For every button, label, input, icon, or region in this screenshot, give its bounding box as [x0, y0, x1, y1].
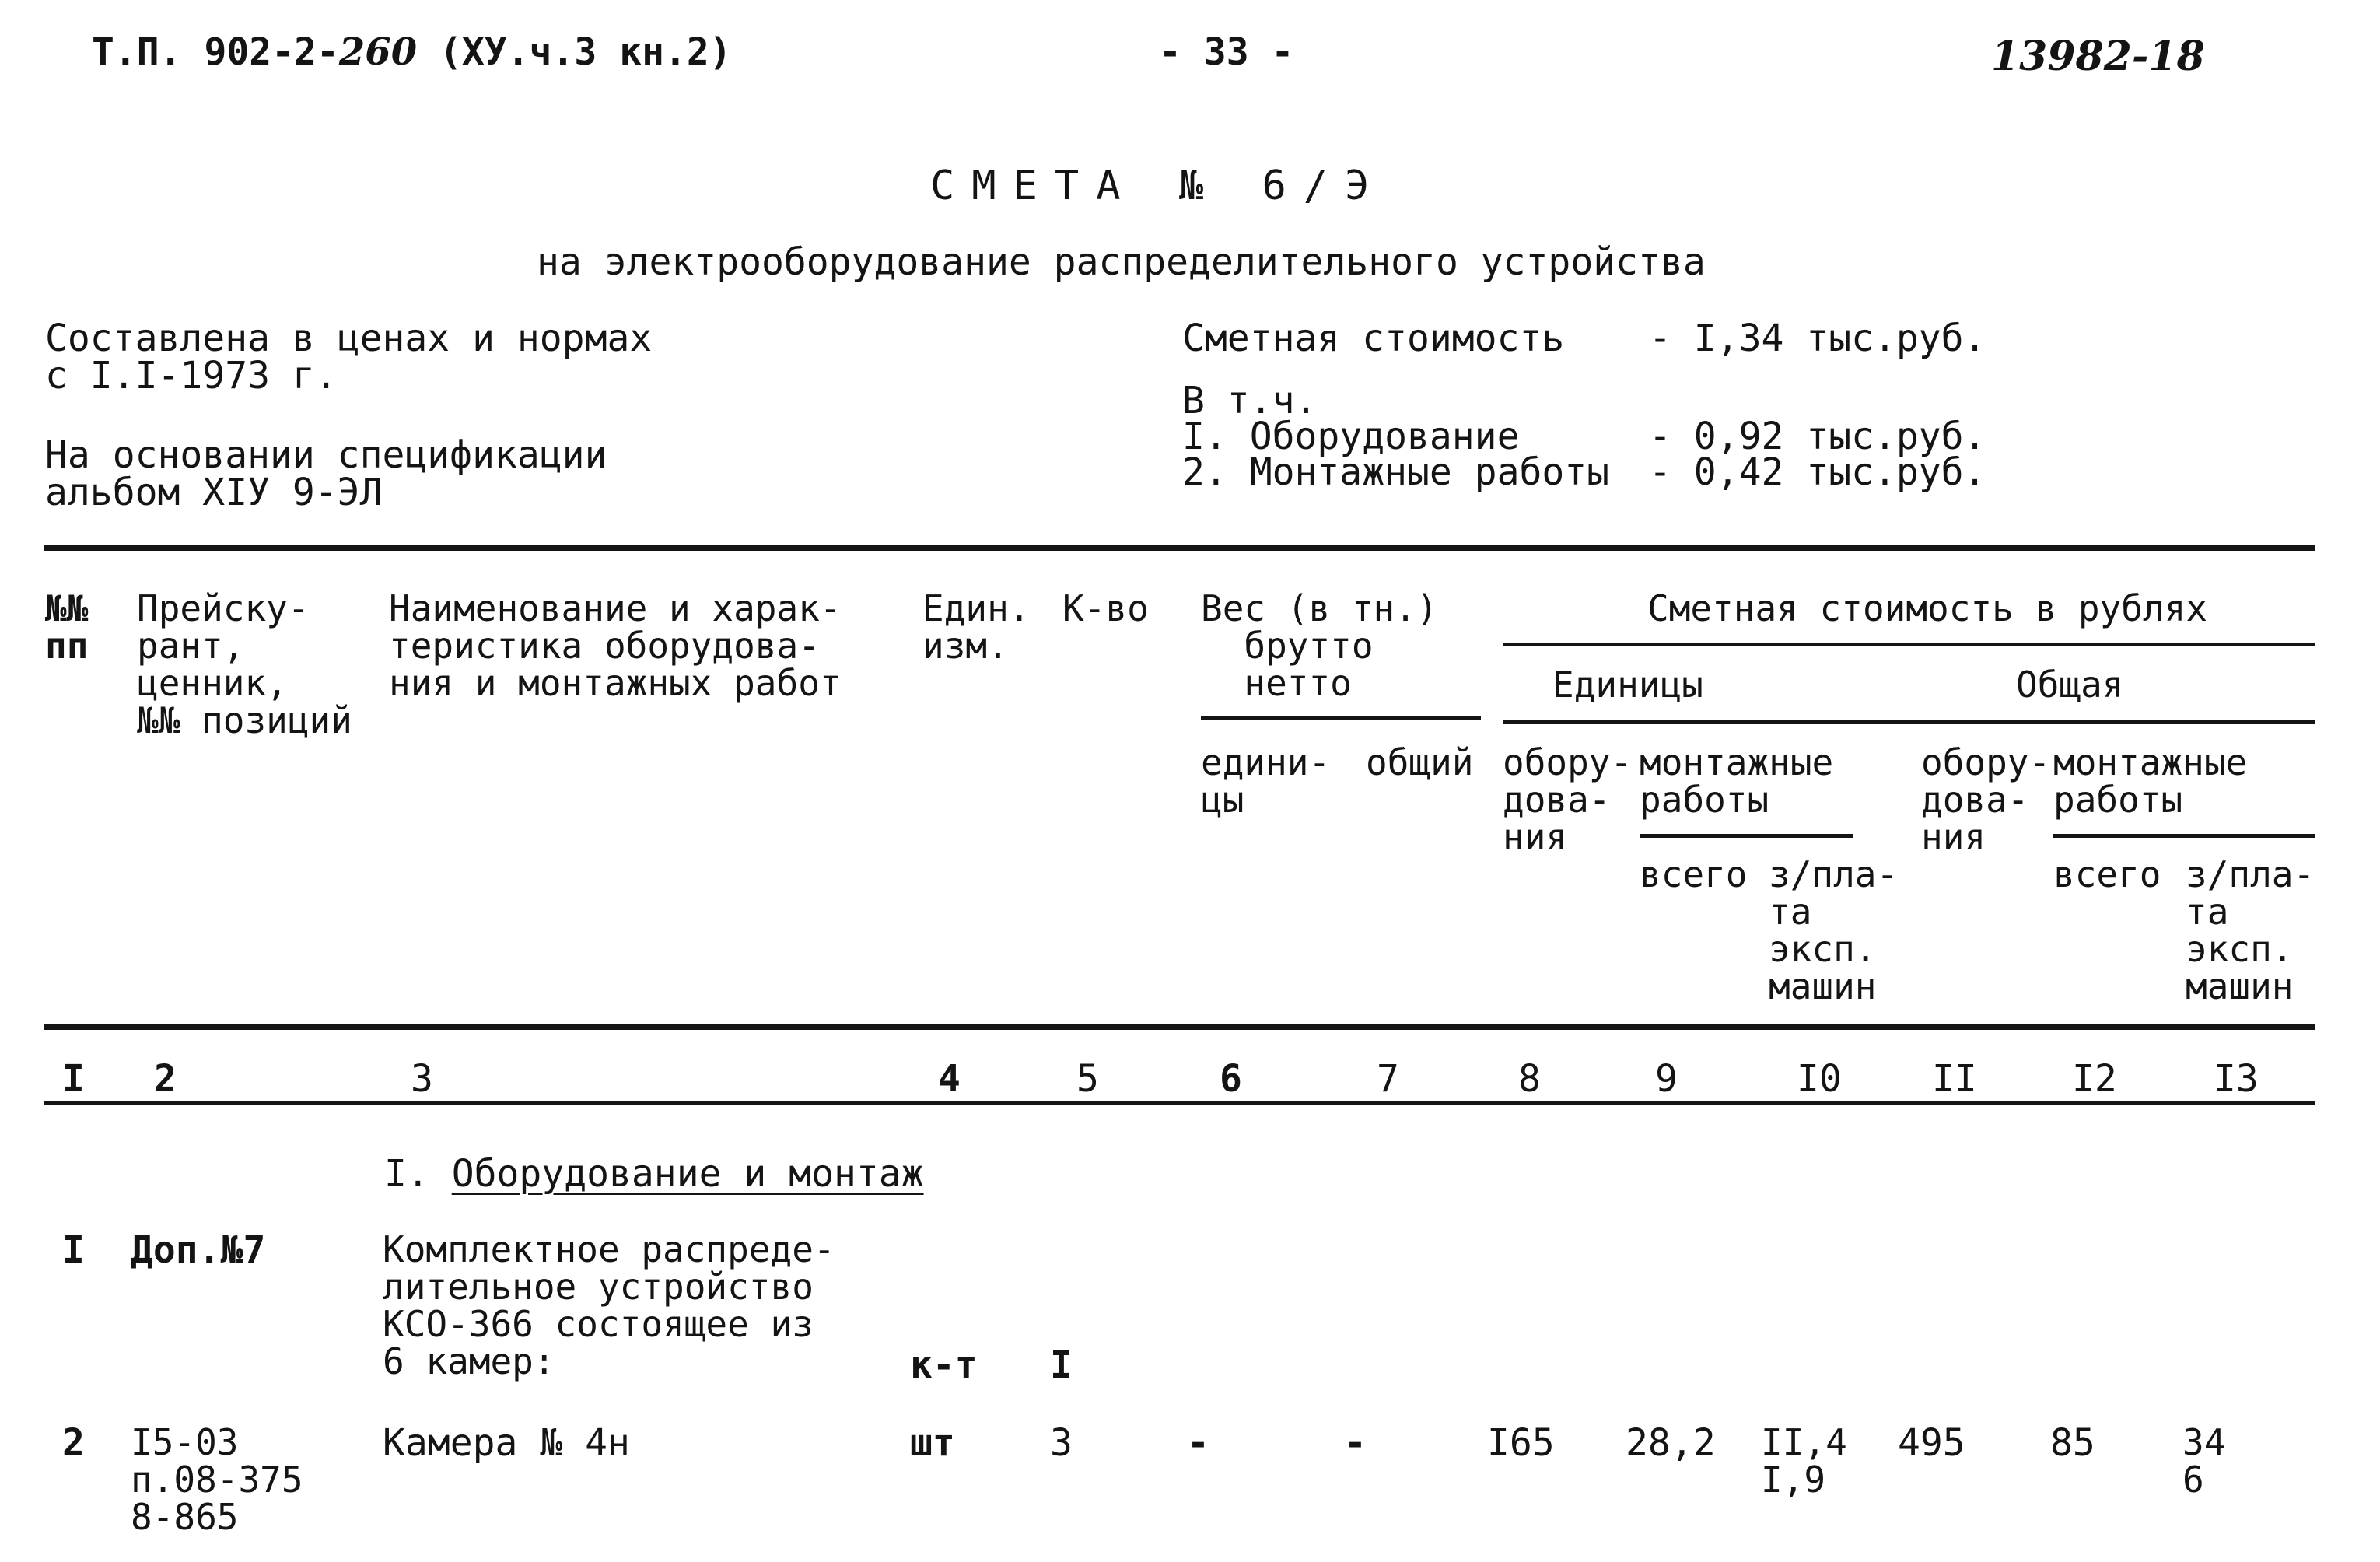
- including-label: В т.ч.: [1182, 379, 1318, 422]
- info-basis-line2: альбом XIУ 9-ЭЛ: [45, 471, 383, 514]
- col-header-number: №№ пп: [45, 587, 89, 667]
- colnum-13: I3: [2214, 1057, 2259, 1101]
- colnum-2: 2: [154, 1057, 177, 1101]
- row2-number: 2: [62, 1421, 85, 1465]
- row1-number: I: [62, 1228, 85, 1272]
- col-header-weight-unit: едини- цы: [1201, 741, 1331, 821]
- row2-mounting-total: 85: [2050, 1421, 2095, 1465]
- col-header-unit-group: Единицы: [1552, 664, 1703, 706]
- mounting-rule: [1640, 834, 1853, 838]
- group-rule: [1503, 720, 2315, 724]
- col-header-name: Наименование и харак- теристика оборудова- ния и монтажных работ: [389, 587, 842, 704]
- page-number: - 33 -: [1159, 30, 1294, 74]
- total-cost-label: Сметная стоимость: [1182, 317, 1565, 360]
- colnum-10: I0: [1797, 1057, 1842, 1101]
- row2-qty: 3: [1050, 1421, 1073, 1465]
- cost-rule: [1503, 643, 2315, 646]
- col-header-mounting-total: монтажные работы: [2053, 741, 2248, 821]
- colnum-1: I: [62, 1057, 85, 1101]
- archive-number: 13982-18: [1991, 33, 2205, 80]
- mounting-total-rule: [2053, 834, 2315, 838]
- mounting-cost-value: - 0,42 тыс.руб.: [1649, 450, 1986, 494]
- colnum-4: 4: [938, 1057, 961, 1101]
- colnum-11: II: [1932, 1057, 1977, 1101]
- col-header-wage-total: з/пла- та эксп. машин: [2186, 853, 2315, 1007]
- section-name: Оборудование и монтаж: [451, 1152, 924, 1196]
- col-header-total-group: Общая: [2016, 664, 2124, 706]
- row2-name: Камера № 4н: [383, 1421, 630, 1465]
- doc-code-suffix: (ХУ.ч.3 кн.2): [439, 30, 732, 74]
- colnum-5: 5: [1076, 1057, 1099, 1101]
- row2-unit: шт: [910, 1421, 955, 1465]
- header-bottom-rule: [44, 1024, 2315, 1030]
- col-header-mounting: монтажные работы: [1640, 741, 1834, 821]
- document-subtitle: на электрооборудование распределительного устройства: [537, 240, 1706, 284]
- info-prices-line2: с I.I-1973 г.: [45, 354, 338, 398]
- row1-name: Комплектное распреде- лительное устройство КСО-366 состоящее из 6 камер:: [383, 1228, 835, 1382]
- document-title: СМЕТА № 6/Э: [930, 163, 1387, 209]
- section-number: I.: [384, 1152, 429, 1196]
- doc-code-prefix: Т.П. 902-2-: [92, 30, 339, 74]
- doc-code-handwritten: 260: [338, 30, 418, 74]
- weight-rule: [1201, 716, 1481, 720]
- col-header-equipment: обору- дова- ния: [1503, 741, 1633, 858]
- col-header-cost: Сметная стоимость в рублях: [1647, 587, 2208, 629]
- col-header-weight: Вес (в тн.) брутто нетто: [1201, 587, 1438, 704]
- colnum-7: 7: [1377, 1057, 1399, 1101]
- colnum-8: 8: [1518, 1057, 1541, 1101]
- row2-wage: II,4 I,9: [1761, 1421, 1847, 1501]
- colnum-12: I2: [2072, 1057, 2117, 1101]
- colnum-9: 9: [1655, 1057, 1678, 1101]
- row2-ref: I5-03 п.08-375 8-865: [131, 1421, 303, 1538]
- row1-ref: Доп.№7: [131, 1228, 266, 1272]
- col-header-wage: з/пла- та эксп. машин: [1769, 853, 1899, 1007]
- colnum-6: 6: [1220, 1057, 1242, 1101]
- col-header-pricelist: Прейску- рант, ценник, №№ позиций: [137, 587, 352, 741]
- info-basis-line1: На основании спецификации: [45, 433, 607, 477]
- col-header-all-total: всего: [2053, 853, 2161, 895]
- col-header-equipment-total: обору- дова- ния: [1921, 741, 2051, 858]
- section-title: [384, 1152, 924, 1196]
- col-header-qty: К-во: [1062, 587, 1149, 629]
- col-header-all: всего: [1640, 853, 1748, 895]
- col-header-weight-total: общий: [1366, 741, 1474, 783]
- mounting-cost-label: 2. Монтажные работы: [1182, 450, 1610, 494]
- row2-equipment: I65: [1487, 1421, 1555, 1465]
- colnum-3: 3: [411, 1057, 433, 1101]
- row2-equipment-total: 495: [1898, 1421, 1965, 1465]
- row2-weight-unit: -: [1187, 1421, 1209, 1465]
- row2-wage-total: 34 6: [2182, 1421, 2226, 1501]
- colnum-rule: [44, 1101, 2315, 1105]
- equipment-cost-label: I. Оборудование: [1182, 415, 1520, 458]
- row2-weight-total: -: [1344, 1421, 1367, 1465]
- row1-unit: к-т: [910, 1343, 978, 1387]
- total-cost-value: - I,34 тыс.руб.: [1649, 317, 1986, 360]
- info-prices-line1: Составлена в ценах и нормах: [45, 317, 653, 360]
- row1-qty: I: [1050, 1343, 1073, 1387]
- equipment-cost-value: - 0,92 тыс.руб.: [1649, 415, 1986, 458]
- row2-mounting-all: 28,2: [1626, 1421, 1716, 1465]
- doc-code: [92, 30, 732, 74]
- table-top-rule: [44, 545, 2315, 551]
- col-header-unit: Един. изм.: [922, 587, 1031, 667]
